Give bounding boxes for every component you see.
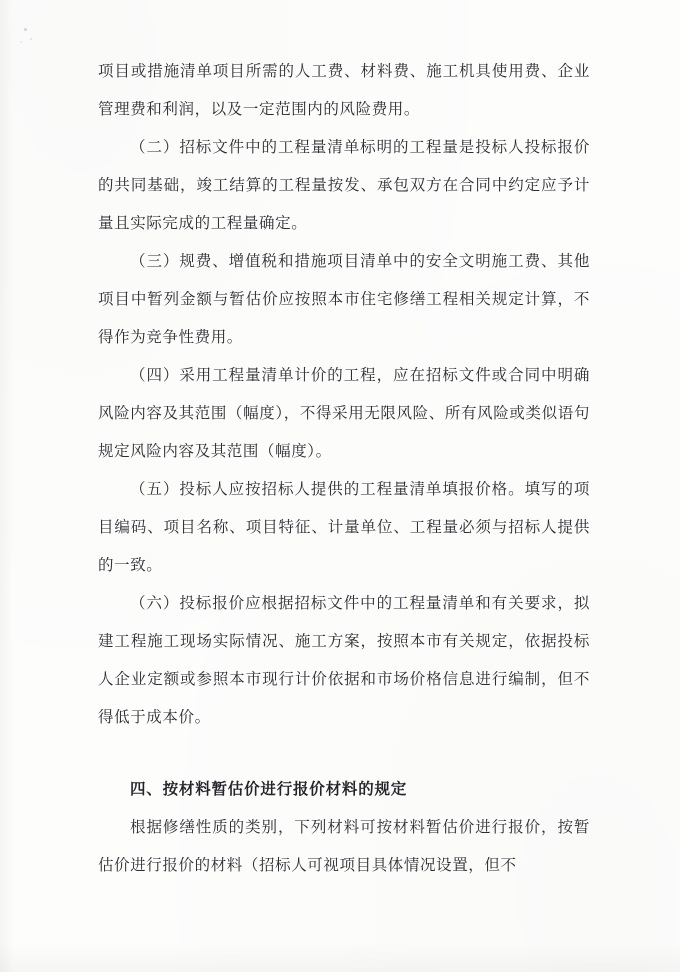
page-edge-shadow-bottom <box>0 942 680 972</box>
section-spacer <box>98 736 590 770</box>
paragraph-item-3: （三）规费、增值税和措施项目清单中的安全文明施工费、其他项目中暂列金额与暂估价应按照本市住宅修缮工程相关规定计算，不得作为竞争性费用。 <box>98 252 590 346</box>
paragraph-item-6: （六）投标报价应根据招标文件中的工程量清单和有关要求，拟建工程施工现场实际情况、施工方案，按照本市有关规定，依据投标人企业定额或参照本市现行计价依据和市场价格信息进行编制，但不得低于成本价。 <box>98 594 590 726</box>
scan-speck-icon <box>20 41 22 43</box>
page-edge-shadow-left <box>0 0 14 972</box>
scan-speck-icon <box>30 38 32 40</box>
paragraph-item-4: （四）采用工程量清单计价的工程，应在招标文件或合同中明确风险内容及其范围（幅度），不得采用无限风险、所有风险或类似语句规定风险内容及其范围（幅度）。 <box>98 366 590 460</box>
page-text-body <box>98 52 590 884</box>
paragraph-item-2: （二）招标文件中的工程量清单标明的工程量是投标人投标报价的共同基础，竣工结算的工程量按发、承包双方在合同中约定应予计量且实际完成的工程量确定。 <box>98 138 590 232</box>
paragraph-continuation: 项目或措施清单项目所需的人工费、材料费、施工机具使用费、企业管理费和利润，以及一定范围内的风险费用。 <box>98 62 590 118</box>
scan-speck-icon <box>24 28 27 31</box>
paragraph-item-5: （五）投标人应按招标人提供的工程量清单填报价格。填写的项目编码、项目名称、项目特征、计量单位、工程量必须与招标人提供的一致。 <box>98 480 590 574</box>
section-heading-4: 四、按材料暂估价进行报价材料的规定 <box>130 779 408 798</box>
paragraph-section-4-1: 根据修缮性质的类别，下列材料可按材料暂估价进行报价，按暂估价进行报价的材料（招标人可视项目具体情况设置，但不 <box>98 818 590 874</box>
